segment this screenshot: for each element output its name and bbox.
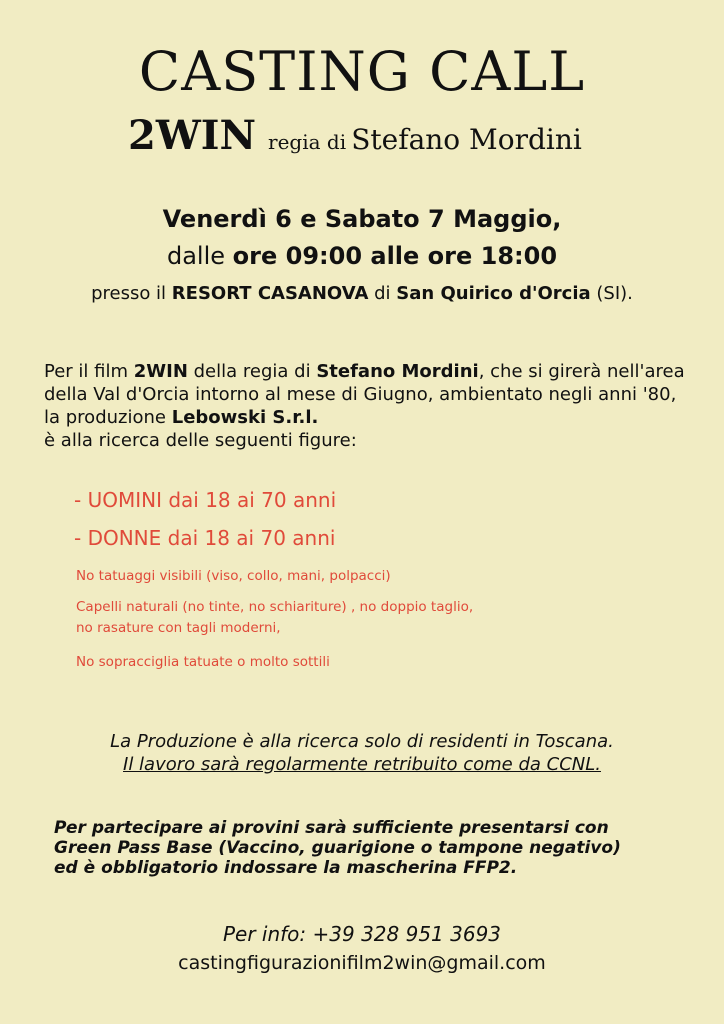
film-name: 2WIN (128, 112, 257, 159)
time-prefix: dalle (166, 242, 226, 270)
intro-film: 2WIN (133, 361, 188, 382)
contact-phone: Per info: +39 328 951 3693 (222, 922, 502, 946)
note-hair-line: Capelli naturali (no tinte, no schiariture) , no doppio taglio, (76, 599, 474, 615)
intro-company: Lebowski S.r.l. (171, 407, 319, 428)
page-title: CASTING CALL (138, 40, 586, 103)
audition-line-2: Green Pass Base (Vaccino, guarigione o tampone negativo) (54, 838, 621, 858)
intro-text-3: , che si girerà nell'area della Val d'Orcia intorno al mese di Giugno, ambientato negli anni '80, la produzione (44, 361, 685, 428)
intro-text-4: è alla ricerca delle seguenti figure: (44, 430, 357, 451)
time-range: ore 09:00 alle ore 18:00 (232, 242, 558, 270)
note-hair (76, 597, 676, 639)
residents-line: La Produzione è alla ricerca solo di residenti in Toscana. (110, 731, 614, 752)
town-name: San Quirico d'Orcia (396, 283, 591, 304)
place-line (0, 283, 724, 304)
intro-text-1: Per il film (44, 361, 129, 382)
place-mid: di (374, 283, 391, 304)
director-name: Stefano Mordini (351, 123, 582, 156)
payment-line: Il lavoro sarà regolarmente retribuito come da CCNL. (123, 754, 601, 775)
contact-email[interactable]: castingfigurazionifilm2win@gmail.com (178, 952, 546, 974)
intro-paragraph (44, 360, 694, 452)
requirement-men: - UOMINI dai 18 ai 70 anni (74, 488, 337, 512)
requirement-women: - DONNE dai 18 ai 70 anni (74, 526, 336, 550)
audition-line-1: Per partecipare ai provini sarà sufficiente presentarsi con (54, 818, 609, 838)
director-prefix: regia di (268, 130, 347, 154)
place-prefix: presso il (91, 283, 167, 304)
film-subtitle (128, 112, 582, 159)
intro-director: Stefano Mordini (316, 361, 479, 382)
intro-text-2: della regia di (193, 361, 311, 382)
audition-requirements (54, 818, 621, 878)
place-suffix: (SI). (596, 283, 633, 304)
date-line: Venerdì 6 e Sabato 7 Maggio, (162, 205, 562, 233)
time-line (0, 242, 724, 270)
note-tattoo: No tatuaggi visibili (viso, collo, mani, polpacci) (76, 568, 391, 584)
residents-notice (0, 730, 724, 776)
venue-name: RESORT CASANOVA (171, 283, 369, 304)
note-eyebrows: No sopracciglia tatuate o molto sottili (76, 654, 330, 670)
audition-line-3: ed è obbligatorio indossare la mascherina FFP2. (54, 858, 518, 878)
note-shave-line: no rasature con tagli moderni, (76, 620, 281, 636)
